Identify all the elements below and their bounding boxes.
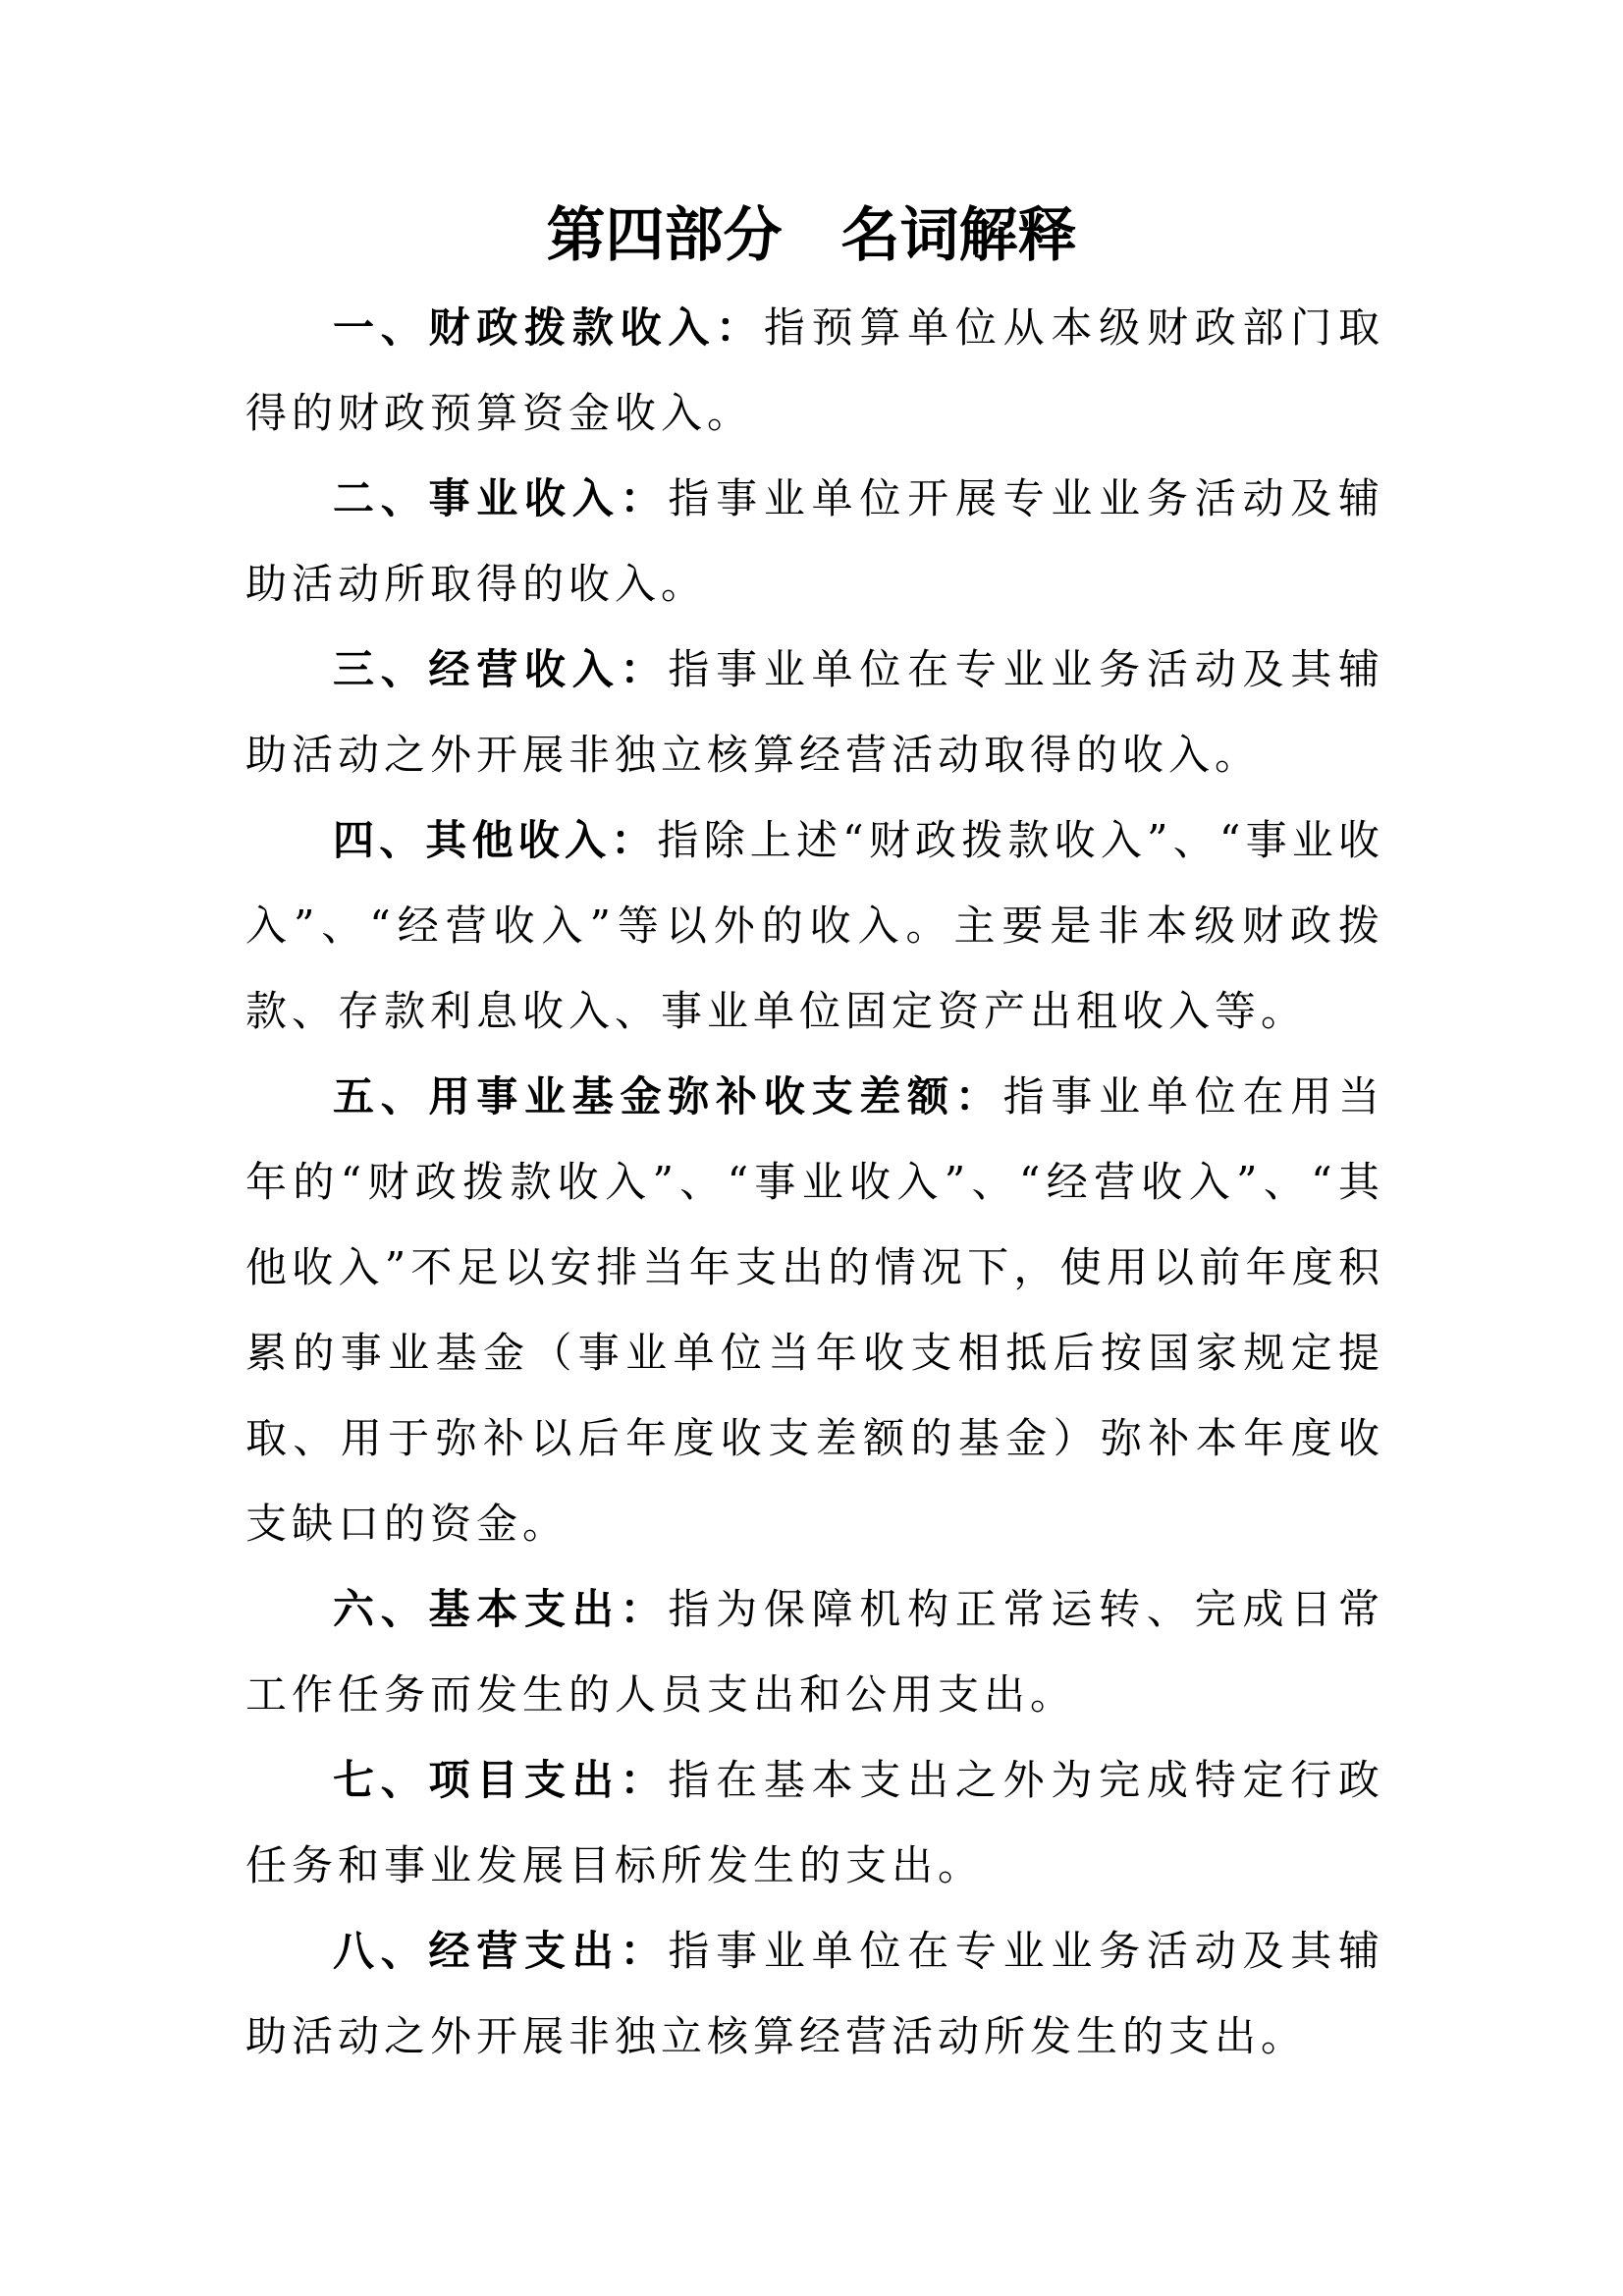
glossary-content (245, 285, 1384, 2079)
entry-definition: 指预算单位从本级财政部门取得的财政预算资金收入。 (245, 303, 1384, 437)
glossary-entry-project-expenditure (245, 1737, 1384, 1908)
glossary-entry-other-income (245, 797, 1384, 1054)
entry-term: 六、基本支出： (333, 1585, 669, 1633)
entry-term: 八、经营支出： (333, 1927, 669, 1975)
entry-term: 三、经营收入： (333, 645, 669, 693)
entry-term: 四、其他收入： (333, 816, 658, 864)
entry-term: 二、事业收入： (333, 474, 669, 522)
entry-definition: 指除上述“财政拨款收入”、“事业收入”、“经营收入”等以外的收入。主要是非本级财政拨款、存款利息收入、事业单位固定资产出租收入等。 (245, 816, 1384, 1035)
entry-term: 七、项目支出： (333, 1756, 669, 1804)
entry-definition: 指在基本支出之外为完成特定行政任务和事业发展目标所发生的支出。 (245, 1756, 1384, 1889)
entry-definition: 指事业单位在专业业务活动及其辅助活动之外开展非独立核算经营活动取得的收入。 (245, 645, 1384, 779)
entry-definition: 指事业单位开展专业业务活动及辅助活动所取得的收入。 (245, 474, 1384, 608)
glossary-entry-operating-income (245, 627, 1384, 797)
entry-term: 一、财政拨款收入： (333, 303, 764, 352)
glossary-entry-operating-expenditure (245, 1908, 1384, 2079)
entry-term: 五、用事业基金弥补收支差额： (333, 1072, 1003, 1121)
glossary-entry-business-fund-offset (245, 1054, 1384, 1566)
glossary-entry-basic-expenditure (245, 1566, 1384, 1737)
entry-definition: 指为保障机构正常运转、完成日常工作任务而发生的人员支出和公用支出。 (245, 1585, 1384, 1719)
glossary-entry-financial-appropriation-income (245, 285, 1384, 456)
entry-definition: 指事业单位在用当年的“财政拨款收入”、“事业收入”、“经营收入”、“其他收入”不足以安排当年支出的情况下，使用以前年度积累的事业基金（事业单位当年收支相抵后按国家规定提取、用于弥补以后年度收支差额的基金）弥补本年度收支缺口的资金。 (245, 1072, 1384, 1548)
page-title: 第四部分 名词解释 (546, 201, 1077, 270)
glossary-entry-business-income (245, 456, 1384, 627)
entry-definition: 指事业单位在专业业务活动及其辅助活动之外开展非独立核算经营活动所发生的支出。 (245, 1927, 1384, 2060)
